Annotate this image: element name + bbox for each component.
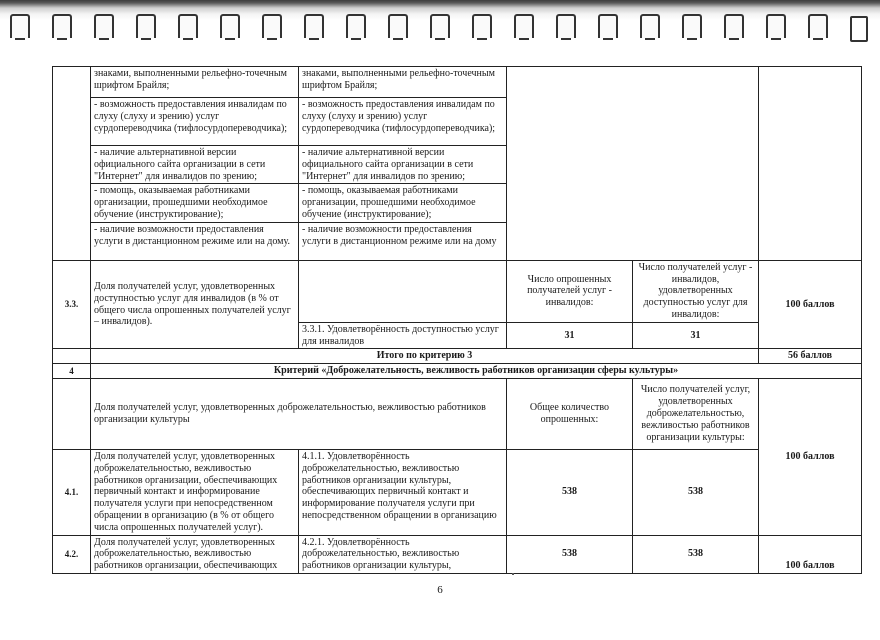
- table-row: [53, 364, 862, 379]
- binder-ring: [556, 14, 576, 38]
- binder-ring: [808, 14, 828, 38]
- total-score: 56 баллов: [759, 349, 862, 364]
- list-item: - возможность предоставления инвалидам по слуху (слуху и зрению) услуг сурдопереводчика (тифлосурдопереводчика);: [299, 98, 507, 146]
- section-number: 4.1.: [53, 449, 91, 535]
- list-item: знаками, выполненными рельефно-точечным шрифтом Брайля;: [91, 67, 299, 98]
- list-item: - возможность предоставления инвалидам по слуху (слуху и зрению) услуг сурдопереводчика (тифлосурдопереводчика);: [91, 98, 299, 146]
- binder-ring: [514, 14, 534, 38]
- list-item: - наличие альтернативной версии официального сайта организации в сети "Интернет" для инвалидов по зрению;: [299, 146, 507, 184]
- table-row: [53, 260, 862, 322]
- binder-ring: [430, 14, 450, 38]
- list-item: - помощь, оказываемая работниками организации, прошедшими необходимое обучение (инструктирование);: [299, 184, 507, 222]
- binder-ring: [724, 14, 744, 38]
- binder-ring: [472, 14, 492, 38]
- binder-ring: [598, 14, 618, 38]
- indicator-description: Доля получателей услуг, удовлетворенных доброжелательностью, вежливостью работников организации, обеспечивающих первичный контакт и информирование получателя услуги при непосредственном обращении в организацию (в % от общего числа опрошенных получателей услуг).: [91, 449, 299, 535]
- binder-ring: [262, 14, 282, 38]
- empty-cell: [53, 378, 91, 449]
- binder-ring: [10, 14, 30, 38]
- column-header: Общее количество опрошенных:: [507, 378, 633, 449]
- binder-ring: [346, 14, 366, 38]
- score-value: 100 баллов: [759, 260, 862, 349]
- list-item: - наличие альтернативной версии официального сайта организации в сети "Интернет" для инвалидов по зрению;: [91, 146, 299, 184]
- section-number: 4.2.: [53, 535, 91, 573]
- binder-spiral: [0, 0, 880, 46]
- binder-ring: [682, 14, 702, 38]
- criteria-table: [52, 66, 862, 574]
- count-value: 538: [633, 449, 759, 535]
- score-value: 100 баллов: [759, 535, 862, 573]
- empty-cell: [507, 67, 759, 261]
- sub-indicator: 4.2.1. Удовлетворённость доброжелательностью, вежливостью работников организации культуры,: [299, 535, 507, 573]
- list-item: знаками, выполненными рельефно-точечным шрифтом Брайля;: [299, 67, 507, 98]
- table-row: [53, 67, 862, 98]
- section-number: 3.3.: [53, 260, 91, 349]
- criterion-number: 4: [53, 364, 91, 379]
- table-row: [53, 535, 862, 573]
- table-row: [53, 378, 862, 449]
- table-row: [53, 349, 862, 364]
- binder-ring: [388, 14, 408, 38]
- binder-ring: [766, 14, 786, 38]
- count-value: 31: [507, 322, 633, 349]
- total-label: Итого по критерию 3: [91, 349, 759, 364]
- binder-ring: [178, 14, 198, 38]
- list-item: - наличие возможности предоставления услуги в дистанционном режиме или на дому: [299, 222, 507, 260]
- column-header: Число получателей услуг - инвалидов, удовлетворенных доступностью услуг для инвалидов:: [633, 260, 759, 322]
- indicator-description: Доля получателей услуг, удовлетворенных доброжелательностью, вежливостью работников организации, обеспечивающих: [91, 535, 299, 573]
- sub-indicator: 3.3.1. Удовлетворённость доступностью услуг для инвалидов: [299, 322, 507, 349]
- indicator-description: Доля получателей услуг, удовлетворенных доступностью услуг для инвалидов (в % от общего числа опрошенных получателей услуг – инвалидов).: [91, 260, 299, 349]
- sub-indicator: 4.1.1. Удовлетворённость доброжелательностью, вежливостью работников организации культуры, обеспечивающих первичный контакт и информирование получателя услуги при непосредственном обращении в организацию: [299, 449, 507, 535]
- criterion-title: Критерий «Доброжелательность, вежливость работников организации сферы культуры»: [91, 364, 862, 379]
- empty-cell: [299, 260, 507, 322]
- score-cell: [759, 67, 862, 261]
- num-cell: [53, 67, 91, 261]
- binder-ring: [304, 14, 324, 38]
- list-item: - помощь, оказываемая работниками организации, прошедшими необходимое обучение (инструктирование);: [91, 184, 299, 222]
- binder-ring: [136, 14, 156, 38]
- count-value: 31: [633, 322, 759, 349]
- binder-ring: [94, 14, 114, 38]
- binder-ring: [52, 14, 72, 38]
- empty-cell: [53, 349, 91, 364]
- column-header: Число опрошенных получателей услуг - инвалидов:: [507, 260, 633, 322]
- scan-speck: [512, 573, 514, 575]
- column-header: Число получателей услуг, удовлетворенных доброжелательностью, вежливостью работников организации культуры:: [633, 378, 759, 449]
- page-number: 6: [437, 584, 443, 596]
- count-value: 538: [507, 449, 633, 535]
- criterion-description: Доля получателей услуг, удовлетворенных доброжелательностью, вежливостью работников организации культуры: [91, 378, 507, 449]
- score-value: 100 баллов: [759, 378, 862, 535]
- binder-clip: [850, 16, 868, 42]
- table-row: [53, 449, 862, 535]
- list-item: - наличие возможности предоставления услуги в дистанционном режиме или на дому.: [91, 222, 299, 260]
- count-value: 538: [507, 535, 633, 573]
- binder-ring: [220, 14, 240, 38]
- count-value: 538: [633, 535, 759, 573]
- binder-ring: [640, 14, 660, 38]
